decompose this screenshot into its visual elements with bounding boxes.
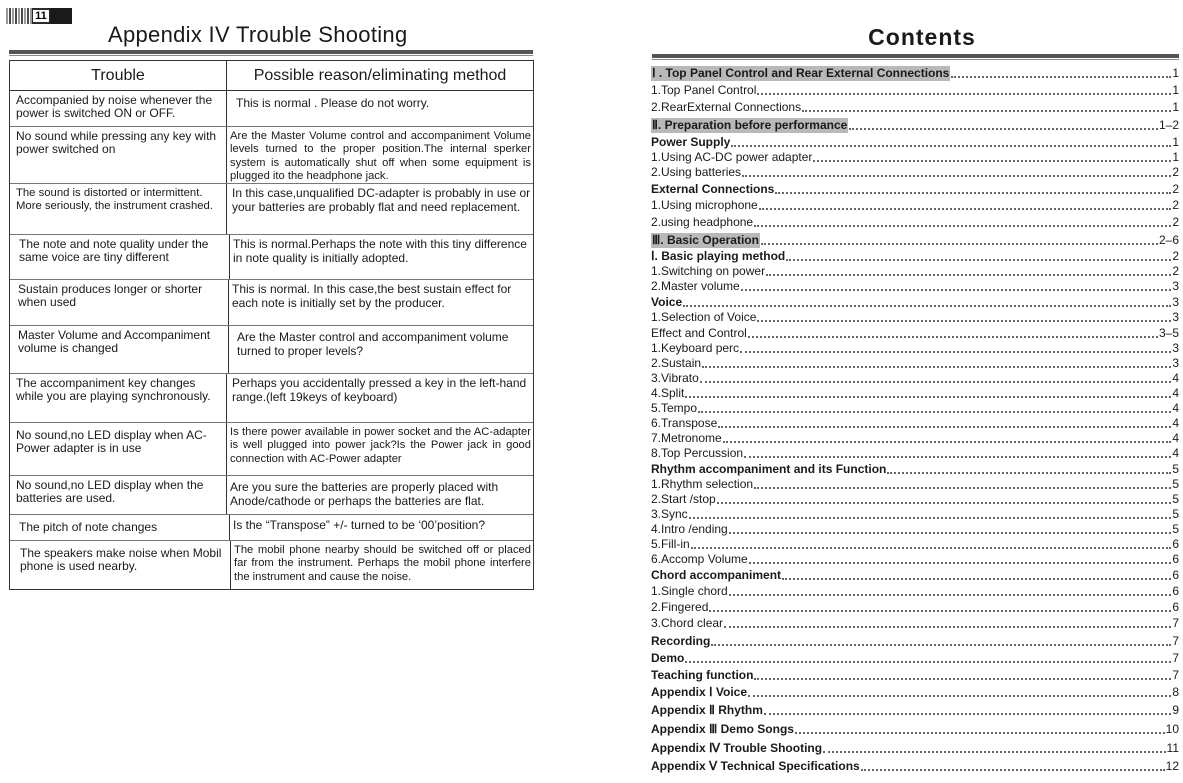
toc-page: 1 xyxy=(1172,135,1179,149)
dot-leader xyxy=(786,259,1171,261)
toc-label: Demo xyxy=(651,651,685,665)
toc-label: 6.Transpose xyxy=(651,416,718,430)
toc-entry xyxy=(651,115,1179,133)
toc-entry xyxy=(651,756,1179,774)
toc-page: 3 xyxy=(1172,356,1179,370)
toc-page: 1–2 xyxy=(1158,118,1179,132)
toc-page: 6 xyxy=(1172,552,1179,566)
toc-label: 2.RearExternal Connections xyxy=(651,100,802,114)
toc-entry xyxy=(651,522,1179,537)
toc-label: 2.Master volume xyxy=(651,279,740,293)
toc-entry xyxy=(651,507,1179,522)
dot-leader xyxy=(761,243,1158,245)
trouble-cell: Accompanied by noise whenever the power is switched ON or OFF. xyxy=(10,91,227,126)
dot-leader xyxy=(748,695,1171,697)
toc-entry xyxy=(651,718,1179,737)
toc-page: 1 xyxy=(1172,150,1179,164)
dot-leader xyxy=(813,160,1171,162)
table-row xyxy=(10,235,533,280)
contents-title: Contents xyxy=(868,24,976,50)
toc-page: 4 xyxy=(1172,386,1179,400)
dot-leader xyxy=(723,441,1172,443)
dot-leader xyxy=(731,145,1171,147)
table-row xyxy=(10,184,533,235)
trouble-shooting-table xyxy=(9,60,534,590)
dot-leader xyxy=(718,426,1171,428)
toc-entry xyxy=(651,294,1179,310)
toc-label: 8.Top Percussion xyxy=(651,446,744,460)
dot-leader xyxy=(698,411,1171,413)
toc-label: Rhythm accompaniment and its Function xyxy=(651,462,887,476)
toc-label: 3.Chord clear xyxy=(651,616,724,630)
dot-leader xyxy=(691,547,1172,549)
trouble-cell: The note and note quality under the same voice are tiny different xyxy=(10,235,230,279)
header-trouble: Trouble xyxy=(10,61,227,90)
toc-page: 11 xyxy=(1166,741,1179,755)
toc-page: 6 xyxy=(1172,537,1179,551)
toc-page: 7 xyxy=(1172,616,1179,630)
dot-leader xyxy=(729,532,1172,534)
dot-leader xyxy=(740,351,1171,353)
toc-entry xyxy=(651,213,1179,230)
reason-cell: This is normal.Perhaps the note with this tiny difference in note quality is initially adopted. xyxy=(233,237,527,265)
toc-page: 7 xyxy=(1172,651,1179,665)
toc-page: 9 xyxy=(1172,703,1179,717)
toc-label: 4.Split xyxy=(651,386,685,400)
toc-entry xyxy=(651,279,1179,294)
toc-entry xyxy=(651,133,1179,150)
reason-cell: The mobil phone nearby should be switched off or placed far from the instrument. Perhaps the mobil phone interfere the instrument and cause the noise. xyxy=(234,544,531,583)
toc-page: 1 xyxy=(1172,83,1179,97)
toc-page: 5 xyxy=(1172,492,1179,506)
trouble-cell: Master Volume and Accompaniment volume is changed xyxy=(10,326,229,373)
dot-leader xyxy=(823,751,1165,753)
toc-page: 5 xyxy=(1172,522,1179,536)
dot-leader xyxy=(685,396,1171,398)
toc-entry xyxy=(651,599,1179,615)
table-row xyxy=(10,374,533,423)
dot-leader xyxy=(951,76,1171,78)
toc-page: 3–5 xyxy=(1158,326,1179,340)
toc-label: 1.Switching on power xyxy=(651,264,766,278)
toc-label: Ⅰ . Top Panel Control and Rear External Connections xyxy=(652,66,950,80)
toc-page: 12 xyxy=(1165,759,1179,773)
dot-leader xyxy=(754,487,1171,489)
dot-leader xyxy=(795,732,1165,734)
toc-entry xyxy=(651,552,1179,567)
toc-label: 1.Top Panel Control xyxy=(651,83,757,97)
toc-label: 2.Using batteries xyxy=(651,165,742,179)
toc-entry xyxy=(651,431,1179,446)
toc-page: 3 xyxy=(1172,295,1179,309)
toc-label: 2.Fingered xyxy=(651,600,709,614)
page-number-box xyxy=(32,8,50,24)
toc-entry xyxy=(651,230,1179,248)
toc-entry xyxy=(651,165,1179,180)
toc-label: 2.Start /stop xyxy=(651,492,716,506)
dot-leader xyxy=(766,274,1171,276)
toc-page: 10 xyxy=(1165,722,1179,736)
toc-entry xyxy=(651,583,1179,599)
toc-page: 4 xyxy=(1172,401,1179,415)
toc-label: 2.Sustain xyxy=(651,356,702,370)
page-number-bar xyxy=(6,8,72,24)
reason-cell: Are the Master control and accompaniment volume turned to proper levels? xyxy=(237,330,509,358)
toc-label: 2.using headphone xyxy=(651,215,754,229)
toc-label: 5.Fill-in xyxy=(651,537,690,551)
bar-decoration xyxy=(50,8,72,24)
dot-leader xyxy=(700,381,1172,383)
dot-leader xyxy=(744,456,1171,458)
toc-page: 2 xyxy=(1172,215,1179,229)
toc-page: 4 xyxy=(1172,446,1179,460)
reason-cell: Are the Master Volume control and accompaniment Volume levels turned to the proper position.The internal sperker system is automatically shut off when some equipment is plugged ito the headphone jack. xyxy=(230,130,531,182)
toc-entry xyxy=(651,150,1179,165)
toc-entry xyxy=(651,248,1179,264)
toc-label: 1.Keyboard perc xyxy=(651,341,740,355)
dot-leader xyxy=(764,713,1171,715)
table-row xyxy=(10,423,533,476)
toc-label: Effect and Control xyxy=(651,326,747,340)
toc-label: Appendix Ⅲ Demo Songs xyxy=(651,722,794,736)
dot-leader xyxy=(775,192,1171,194)
dot-leader xyxy=(711,644,1171,646)
toc-label: Power Supply xyxy=(651,135,731,149)
toc-label: External Connections xyxy=(651,182,775,196)
dot-leader xyxy=(849,128,1158,130)
toc-page: 1 xyxy=(1172,100,1179,114)
toc-page: 1 xyxy=(1172,66,1179,80)
toc-entry xyxy=(651,356,1179,371)
toc-page: 2 xyxy=(1172,198,1179,212)
toc-entry xyxy=(651,371,1179,386)
toc-page: 2–6 xyxy=(1158,233,1179,247)
toc-entry xyxy=(651,98,1179,115)
dot-leader xyxy=(724,626,1171,628)
toc-label: Ⅱ. Preparation before performance xyxy=(652,118,848,132)
toc-entry xyxy=(651,386,1179,401)
toc-page: 5 xyxy=(1172,477,1179,491)
toc-entry xyxy=(651,666,1179,683)
toc-label: Appendix Ⅳ Trouble Shooting xyxy=(651,741,823,755)
toc-label: Chord accompaniment xyxy=(651,568,782,582)
toc-label: Appendix Ⅱ Rhythm xyxy=(651,703,763,717)
dot-leader xyxy=(782,578,1171,580)
table-header xyxy=(10,61,533,91)
toc-entry xyxy=(651,197,1179,213)
dot-leader xyxy=(802,110,1171,112)
toc-page: 4 xyxy=(1172,416,1179,430)
trouble-cell: The accompaniment key changes while you are playing synchronously. xyxy=(10,374,227,422)
page-title: Appendix IV Trouble Shooting xyxy=(108,22,408,47)
toc-entry xyxy=(651,631,1179,649)
toc-page: 5 xyxy=(1172,462,1179,476)
toc-entry xyxy=(651,461,1179,477)
toc-entry xyxy=(651,63,1179,81)
toc-label: 5.Tempo xyxy=(651,401,698,415)
dot-leader xyxy=(749,562,1172,564)
dot-leader xyxy=(741,289,1172,291)
reason-cell: In this case,unqualified DC-adapter is probably in use or your batteries are probably flat and need replacement. xyxy=(232,186,531,214)
toc-label: Recording xyxy=(651,634,711,648)
toc-page: 4 xyxy=(1172,431,1179,445)
title-rule xyxy=(9,50,533,54)
page-number: 11 xyxy=(35,10,47,22)
toc-entry xyxy=(651,325,1179,341)
toc-label: Appendix Ⅴ Technical Specifications xyxy=(651,759,860,773)
table-row xyxy=(10,326,533,374)
toc-entry xyxy=(651,341,1179,356)
toc-entry xyxy=(651,492,1179,507)
toc-page: 6 xyxy=(1172,568,1179,582)
contents-rule-thin xyxy=(652,59,1179,60)
toc-page: 5 xyxy=(1172,507,1179,521)
reason-cell: Is there power available in power socket and the AC-adapter is well plugged into power jack?Is the Power jack in good connection with AC-Power adapter xyxy=(230,426,531,465)
dot-leader xyxy=(757,320,1171,322)
dot-leader xyxy=(757,93,1171,95)
dot-leader xyxy=(702,366,1171,368)
table-row xyxy=(10,280,533,326)
toc-entry xyxy=(651,567,1179,583)
dot-leader xyxy=(754,225,1171,227)
toc-label: 3.Vibrato xyxy=(651,371,699,385)
toc-entry xyxy=(651,537,1179,552)
toc-entry xyxy=(651,416,1179,431)
dot-leader xyxy=(748,336,1158,338)
dot-leader xyxy=(685,661,1171,663)
toc-entry xyxy=(651,401,1179,416)
stripe-decoration xyxy=(6,8,32,24)
contents-rule xyxy=(652,54,1179,58)
dot-leader xyxy=(861,769,1165,771)
reason-cell: Is the “Transpose” +/- turned to be ‘00’position? xyxy=(233,518,486,532)
reason-cell: This is normal . Please do not worry. xyxy=(236,96,430,110)
toc-entry xyxy=(651,477,1179,492)
toc-page: 2 xyxy=(1172,264,1179,278)
trouble-cell: The sound is distorted or intermittent. More seriously, the instrument crashed. xyxy=(10,184,227,234)
dot-leader xyxy=(709,610,1171,612)
toc-entry xyxy=(651,310,1179,325)
toc-page: 6 xyxy=(1172,584,1179,598)
toc-label: Ⅰ. Basic playing method xyxy=(651,249,786,263)
table-row xyxy=(10,515,533,541)
dot-leader xyxy=(742,175,1171,177)
toc-label: 3.Sync xyxy=(651,507,688,521)
toc-entry xyxy=(651,649,1179,666)
toc-label: 7.Metronome xyxy=(651,431,722,445)
toc-page: 3 xyxy=(1172,310,1179,324)
trouble-cell: No sound,no LED display when AC-Power adapter is in use xyxy=(10,423,227,475)
toc-page: 2 xyxy=(1172,182,1179,196)
trouble-cell: Sustain produces longer or shorter when used xyxy=(10,280,229,325)
dot-leader xyxy=(754,678,1171,680)
trouble-cell: The pitch of note changes xyxy=(10,515,230,540)
toc-entry xyxy=(651,737,1179,756)
toc-label: 1.Rhythm selection xyxy=(651,477,754,491)
toc-label: Ⅲ. Basic Operation xyxy=(652,233,759,247)
reason-cell: This is normal. In this case,the best sustain effect for each note is initially set by the producer. xyxy=(232,282,512,310)
toc-label: 1.Using AC-DC power adapter xyxy=(651,150,813,164)
toc-label: Teaching function xyxy=(651,668,754,682)
trouble-cell: The speakers make noise when Mobil phone is used nearby. xyxy=(10,541,231,589)
toc-entry xyxy=(651,81,1179,98)
toc-label: Voice xyxy=(651,295,683,309)
toc-label: Appendix Ⅰ Voice xyxy=(651,685,747,699)
toc-label: 4.Intro /ending xyxy=(651,522,728,536)
toc-page: 7 xyxy=(1172,668,1179,682)
table-row xyxy=(10,476,533,515)
header-reason: Possible reason/eliminating method xyxy=(253,66,507,84)
dot-leader xyxy=(717,502,1172,504)
toc-entry xyxy=(651,264,1179,279)
toc-entry xyxy=(651,683,1179,700)
toc-page: 8 xyxy=(1172,685,1179,699)
toc-page: 2 xyxy=(1172,165,1179,179)
table-row xyxy=(10,541,533,589)
trouble-cell: No sound,no LED display when the batteries are used. xyxy=(10,476,227,514)
dot-leader xyxy=(689,517,1172,519)
dot-leader xyxy=(729,594,1172,596)
table-of-contents xyxy=(651,63,1179,774)
reason-cell: Are you sure the batteries are properly placed with Anode/cathode or perhaps the batteries are flat. xyxy=(230,480,499,508)
dot-leader xyxy=(887,472,1171,474)
toc-entry xyxy=(651,700,1179,718)
title-rule-thin xyxy=(9,55,533,56)
toc-page: 4 xyxy=(1172,371,1179,385)
dot-leader xyxy=(683,305,1171,307)
dot-leader xyxy=(759,208,1172,210)
toc-page: 6 xyxy=(1172,600,1179,614)
toc-entry xyxy=(651,180,1179,197)
toc-entry xyxy=(651,446,1179,461)
toc-label: 1.Using microphone xyxy=(651,198,758,212)
table-row xyxy=(10,91,533,127)
reason-cell: Perhaps you accidentally pressed a key in the left-hand range.(left 19keys of keyboard) xyxy=(232,376,527,404)
toc-page: 3 xyxy=(1172,279,1179,293)
toc-page: 7 xyxy=(1172,634,1179,648)
toc-label: 1.Single chord xyxy=(651,584,728,598)
toc-entry xyxy=(651,615,1179,631)
table-row xyxy=(10,127,533,184)
trouble-cell: No sound while pressing any key with power switched on xyxy=(10,127,227,183)
toc-page: 2 xyxy=(1172,249,1179,263)
toc-label: 6.Accomp Volume xyxy=(651,552,748,566)
toc-page: 3 xyxy=(1172,341,1179,355)
toc-label: 1.Selection of Voice xyxy=(651,310,757,324)
